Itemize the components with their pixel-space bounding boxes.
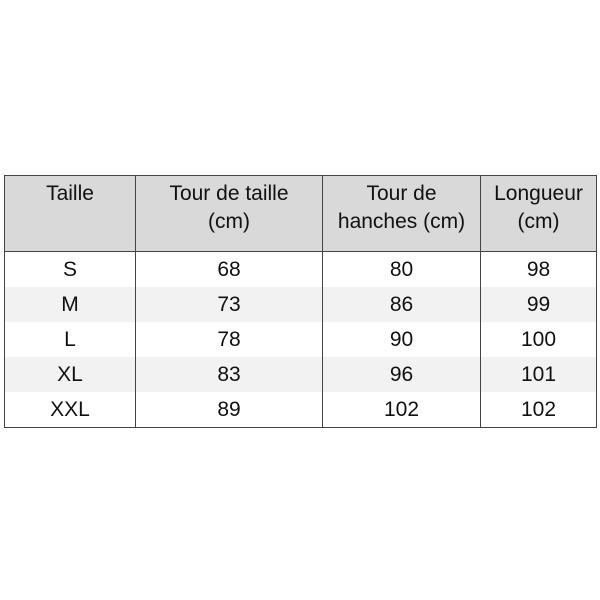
cell-waist: 83	[136, 357, 323, 392]
cell-hips: 96	[323, 357, 481, 392]
header-size	[5, 176, 136, 252]
header-length	[481, 176, 597, 252]
header-length-label-line1: Longueur	[494, 182, 583, 205]
cell-length: 100	[481, 322, 597, 357]
cell-size: M	[5, 287, 136, 322]
cell-waist: 89	[136, 392, 323, 428]
cell-hips: 86	[323, 287, 481, 322]
table-row	[5, 252, 597, 288]
header-waist-label-line1: Tour de taille	[169, 182, 289, 205]
header-row	[5, 176, 597, 252]
table-row	[5, 392, 597, 428]
table-header	[5, 176, 597, 252]
cell-length: 101	[481, 357, 597, 392]
cell-size: XXL	[5, 392, 136, 428]
cell-length: 98	[481, 252, 597, 288]
cell-hips: 80	[323, 252, 481, 288]
header-waist-label-line2: (cm)	[208, 210, 250, 233]
header-size-label: Taille	[46, 182, 94, 205]
cell-waist: 68	[136, 252, 323, 288]
header-waist	[136, 176, 323, 252]
cell-length: 99	[481, 287, 597, 322]
cell-length: 102	[481, 392, 597, 428]
size-chart-table	[4, 175, 597, 428]
header-length-label-line2: (cm)	[517, 210, 560, 233]
cell-hips: 102	[323, 392, 481, 428]
table-row	[5, 357, 597, 392]
cell-size: L	[5, 322, 136, 357]
cell-size: S	[5, 252, 136, 288]
cell-hips: 90	[323, 322, 481, 357]
cell-waist: 78	[136, 322, 323, 357]
header-hips	[323, 176, 481, 252]
cell-waist: 73	[136, 287, 323, 322]
header-hips-label-line1: Tour de	[366, 182, 437, 205]
table-body	[5, 252, 597, 428]
table-row	[5, 322, 597, 357]
table-row	[5, 287, 597, 322]
header-hips-label-line2: hanches (cm)	[337, 210, 466, 233]
cell-size: XL	[5, 357, 136, 392]
